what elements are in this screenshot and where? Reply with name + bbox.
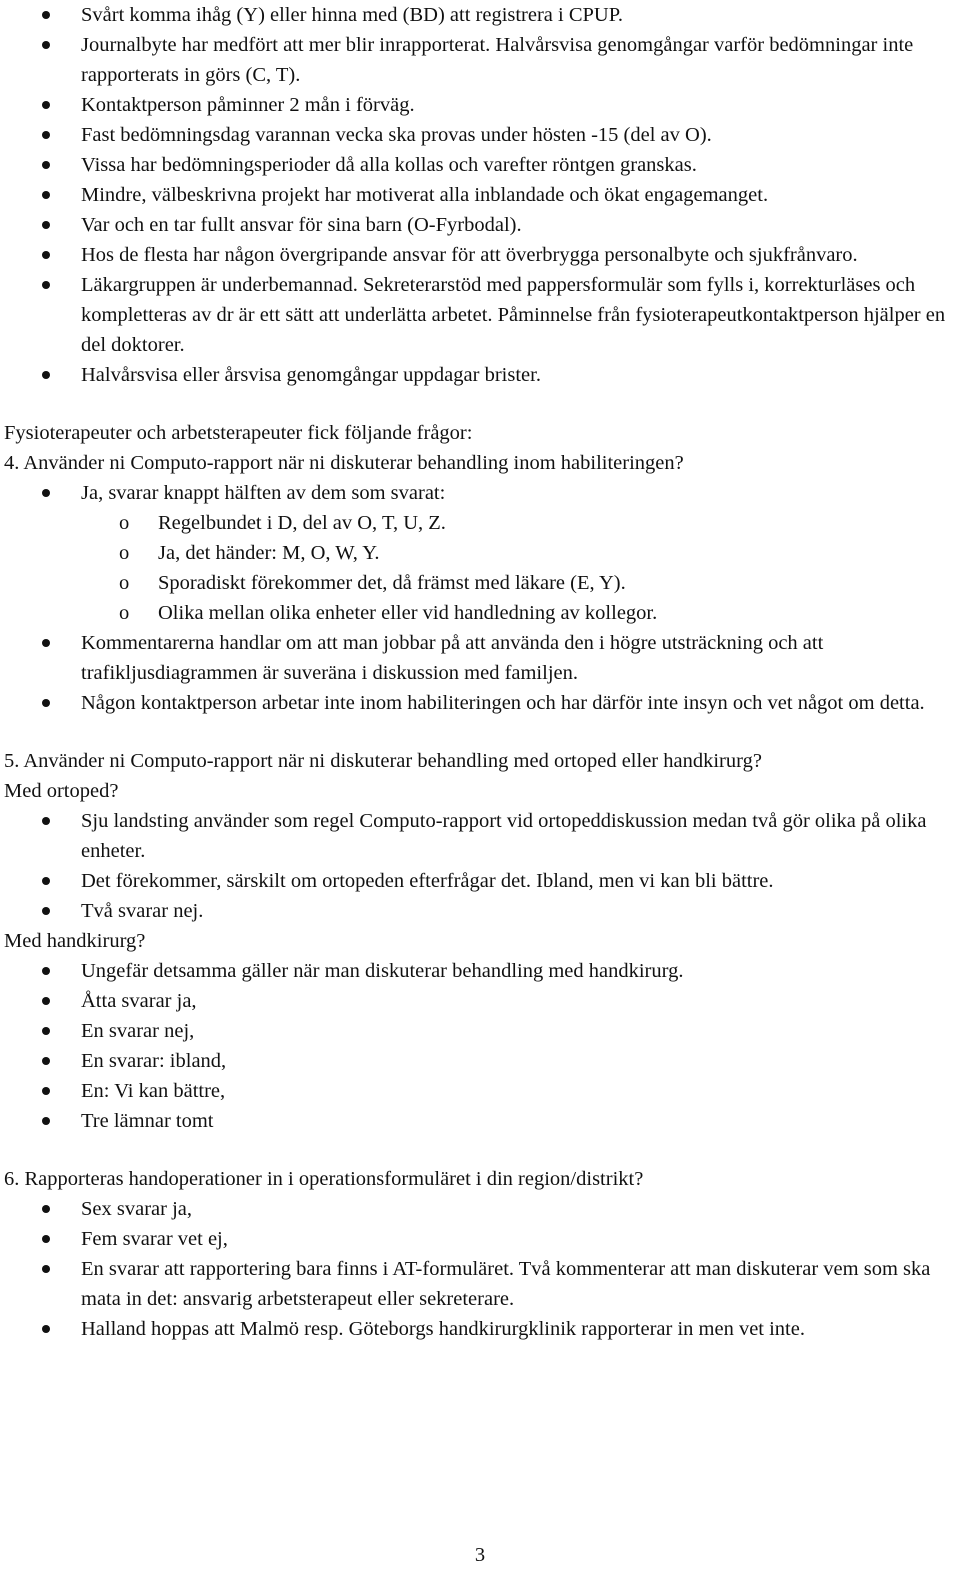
sub-list-item [0, 538, 960, 568]
list-item [0, 1106, 960, 1136]
list-item-text: Ungefär detsamma gäller när man diskuterar behandling med handkirurg. [81, 960, 684, 982]
list-item-text: Halvårsvisa eller årsvisa genomgångar uppdagar brister. [81, 364, 541, 386]
sub-list-item [0, 598, 960, 628]
list-item-text: Fast bedömningsdag varannan vecka ska provas under hösten -15 (del av O). [81, 124, 712, 146]
list-item-text: Sex svarar ja, [81, 1198, 192, 1220]
list-item-text: Sju landsting använder som regel Computo-rapport vid ortopeddiskussion medan två gör olika på olika enheter. [81, 810, 927, 862]
question-5: 5. Använder ni Computo-rapport när ni diskuterar behandling med ortoped eller handkirurg? [4, 750, 762, 772]
list-item [0, 628, 960, 688]
spacer [0, 718, 960, 746]
list-item [0, 270, 960, 360]
spacer [0, 390, 960, 418]
list-item [0, 896, 960, 926]
spacer [0, 1136, 960, 1164]
bullet-icon [42, 131, 50, 139]
list-item-text: Hos de flesta har någon övergripande ansvar för att överbrygga personalbyte och sjukfrånvaro. [81, 244, 858, 266]
bullet-icon [42, 1117, 50, 1125]
list-item [0, 30, 960, 90]
bullet-icon [42, 1057, 50, 1065]
sub-list-item-text: Regelbundet i D, del av O, T, U, Z. [158, 512, 446, 534]
sub-list-item-text: Olika mellan olika enheter eller vid handledning av kollegor. [158, 602, 658, 624]
list-item [0, 240, 960, 270]
bullet-icon [42, 1325, 50, 1333]
bullet-icon [42, 1265, 50, 1273]
list-registration-notes [0, 0, 960, 390]
list-q4-answers [0, 478, 960, 718]
circle-bullet-icon: o [119, 512, 130, 534]
list-item [0, 1016, 960, 1046]
list-item [0, 1254, 960, 1314]
list-item-text: Vissa har bedömningsperioder då alla kollas och varefter röntgen granskas. [81, 154, 697, 176]
bullet-icon [42, 41, 50, 49]
list-item-text: Journalbyte har medfört att mer blir inrapporterat. Halvårsvisa genomgångar varför bedömningar inte rapporterats in görs (C, T). [81, 34, 914, 86]
list-q5-handkirurg [0, 956, 960, 1136]
list-item [0, 956, 960, 986]
list-item-text: Fem svarar vet ej, [81, 1228, 228, 1250]
ortoped-label: Med ortoped? [4, 780, 119, 802]
sub-list-item-text: Ja, det händer: M, O, W, Y. [158, 542, 380, 564]
sub-list-item [0, 568, 960, 598]
sub-list-item [0, 508, 960, 538]
bullet-icon [42, 1235, 50, 1243]
bullet-icon [42, 877, 50, 885]
list-item [0, 1076, 960, 1106]
list-item [0, 150, 960, 180]
question-4: 4. Använder ni Computo-rapport när ni diskuterar behandling inom habiliteringen? [4, 452, 684, 474]
list-q5-ortoped [0, 806, 960, 926]
bullet-icon [42, 101, 50, 109]
list-item [0, 90, 960, 120]
list-item-text: Ja, svarar knappt hälften av dem som svarat: [81, 482, 446, 504]
list-item-text: Svårt komma ihåg (Y) eller hinna med (BD) att registrera i CPUP. [81, 4, 623, 26]
list-item-text: Kommentarerna handlar om att man jobbar på att använda den i högre utsträckning och att trafikljusdiagrammen är suveräna i diskussion med familjen. [81, 632, 824, 684]
list-item-text: Någon kontaktperson arbetar inte inom habiliteringen och har därför inte insyn och vet något om detta. [81, 692, 925, 714]
page-number: 3 [474, 1544, 486, 1566]
list-item-text: En svarar nej, [81, 1020, 195, 1042]
list-item [0, 478, 960, 508]
handkirurg-label: Med handkirurg? [4, 930, 146, 952]
list-item [0, 1224, 960, 1254]
list-item [0, 688, 960, 718]
bullet-icon [42, 1087, 50, 1095]
bullet-icon [42, 281, 50, 289]
bullet-icon [42, 1205, 50, 1213]
bullet-icon [42, 11, 50, 19]
intro-text: Fysioterapeuter och arbetsterapeuter fick följande frågor: [4, 422, 473, 444]
bullet-icon [42, 161, 50, 169]
list-item [0, 866, 960, 896]
list-item [0, 806, 960, 866]
list-item-text: Läkargruppen är underbemannad. Sekreterarstöd med pappersformulär som fylls i, korrekturläses och kompletteras av dr är ett sätt att underlätta arbetet. Påminnelse från fysioterapeutkontaktperson hjälper en del doktorer. [81, 274, 946, 356]
list-item-text: Två svarar nej. [81, 900, 204, 922]
list-item-text: Mindre, välbeskrivna projekt har motiverat alla inblandade och ökat engagemanget. [81, 184, 769, 206]
list-item [0, 1314, 960, 1344]
bullet-icon [42, 967, 50, 975]
list-item-text: En svarar att rapportering bara finns i AT-formuläret. Två kommenterar att man diskuterar vem som ska mata in det: ansvarig arbetsterapeut eller sekreterare. [81, 1258, 931, 1310]
bullet-icon [42, 251, 50, 259]
bullet-icon [42, 1027, 50, 1035]
list-item-text: Det förekommer, särskilt om ortopeden efterfrågar det. Ibland, men vi kan bli bättre. [81, 870, 774, 892]
list-item-text: En svarar: ibland, [81, 1050, 227, 1072]
list-item-text: En: Vi kan bättre, [81, 1080, 226, 1102]
list-item [0, 210, 960, 240]
list-item [0, 0, 960, 30]
list-item [0, 120, 960, 150]
list-item-text: Kontaktperson påminner 2 mån i förväg. [81, 94, 415, 116]
list-item-text: Tre lämnar tomt [81, 1110, 214, 1132]
bullet-icon [42, 371, 50, 379]
list-item [0, 360, 960, 390]
bullet-icon [42, 997, 50, 1005]
list-item-text: Halland hoppas att Malmö resp. Göteborgs handkirurgklinik rapporterar in men vet inte. [81, 1318, 805, 1340]
bullet-icon [42, 639, 50, 647]
bullet-icon [42, 191, 50, 199]
bullet-icon [42, 221, 50, 229]
question-6: 6. Rapporteras handoperationer in i operationsformuläret i din region/distrikt? [4, 1168, 644, 1190]
bullet-icon [42, 907, 50, 915]
circle-bullet-icon: o [119, 542, 130, 564]
list-item [0, 986, 960, 1016]
bullet-icon [42, 817, 50, 825]
list-item-text: Åtta svarar ja, [81, 990, 197, 1012]
list-item [0, 1194, 960, 1224]
bullet-icon [42, 489, 50, 497]
bullet-icon [42, 699, 50, 707]
list-item-text: Var och en tar fullt ansvar för sina barn (O-Fyrbodal). [81, 214, 522, 236]
circle-bullet-icon: o [119, 602, 130, 624]
sub-list-item-text: Sporadiskt förekommer det, då främst med läkare (E, Y). [158, 572, 626, 594]
circle-bullet-icon: o [119, 572, 130, 594]
list-q6-answers [0, 1194, 960, 1344]
list-item [0, 180, 960, 210]
list-item [0, 1046, 960, 1076]
